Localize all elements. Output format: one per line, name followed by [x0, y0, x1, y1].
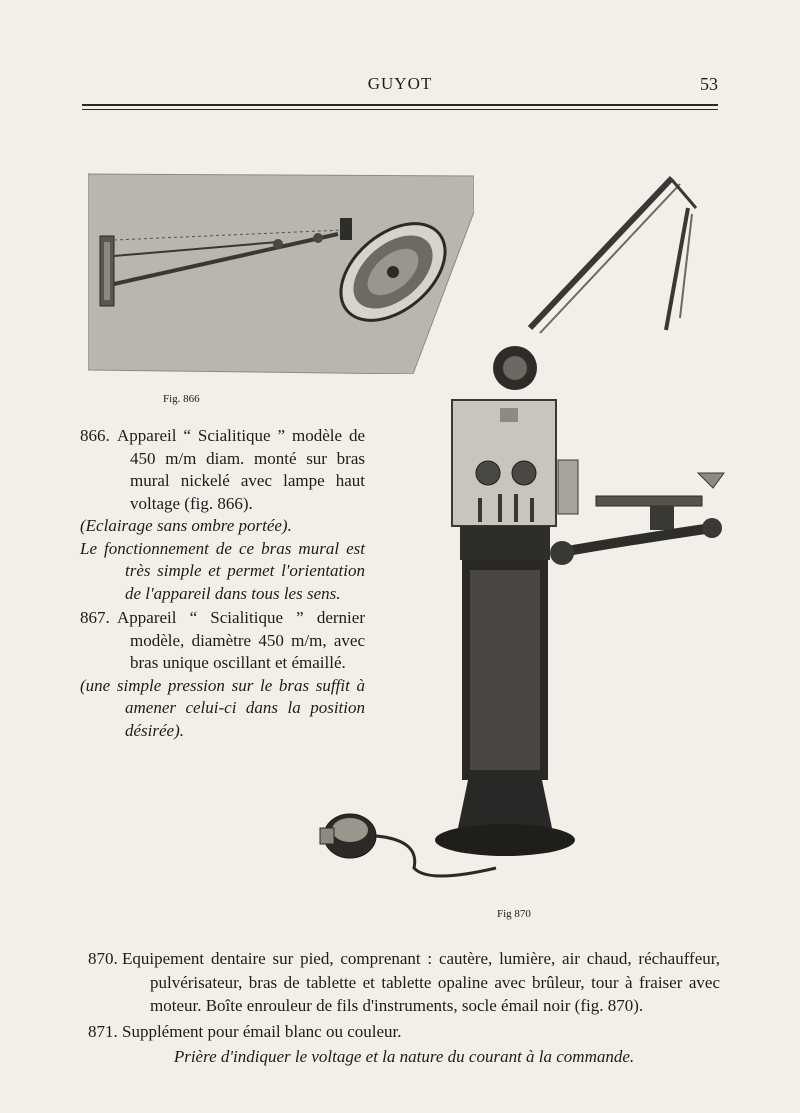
closing-note: Prière d'indiquer le voltage et la nature du courant à la commande. [173, 1047, 635, 1066]
item-number: 871. [88, 1021, 118, 1041]
figure-870-caption: Fig 870 [497, 908, 531, 920]
header-rule-thin [82, 109, 718, 110]
item-867 [80, 607, 365, 675]
page-header [82, 74, 718, 104]
item-description: Appareil “ Scialitique ” modèle de 450 m/m diam. monté sur bras mural nickelé avec lampe haut voltage (fig. 866). [117, 426, 365, 513]
note-866-shadow: (Eclairage sans ombre portée). [80, 516, 292, 535]
note-867-pressure: (une simple pression sur le bras suffit à amener celui-ci dans la position désirée). [80, 675, 365, 740]
figure-866-caption: Fig. 866 [163, 393, 200, 405]
left-column [80, 425, 365, 742]
item-870 [88, 947, 720, 1018]
item-871 [88, 1020, 720, 1044]
figure-870-dental-unit [300, 168, 740, 888]
item-number: 867. [80, 608, 110, 627]
item-description: Supplément pour émail blanc ou couleur. [122, 1021, 402, 1041]
note-866-operation: Le fonctionnement de ce bras mural est très simple et permet l'orientation de l'appareil dans tous les sens. [80, 538, 365, 603]
running-head: GUYOT [367, 74, 433, 93]
item-description: Equipement dentaire sur pied, comprenant : cautère, lumière, air chaud, réchauffeur, pulvérisateur, bras de tablette et tablette opaline avec brûleur, tour à fraiser avec moteur. Boîte enrouleur de fils d'instruments, socle émail noir (fig. 870). [122, 949, 720, 1015]
item-description: Appareil “ Scialitique ” dernier modèle, diamètre 450 m/m, avec bras unique oscillant et émaillé. [117, 608, 365, 672]
item-number: 866. [80, 426, 110, 445]
bottom-section [88, 947, 720, 1069]
header-rule [82, 104, 718, 106]
item-866 [80, 425, 365, 515]
page-number: 53 [700, 74, 718, 94]
item-number: 870. [88, 949, 118, 968]
